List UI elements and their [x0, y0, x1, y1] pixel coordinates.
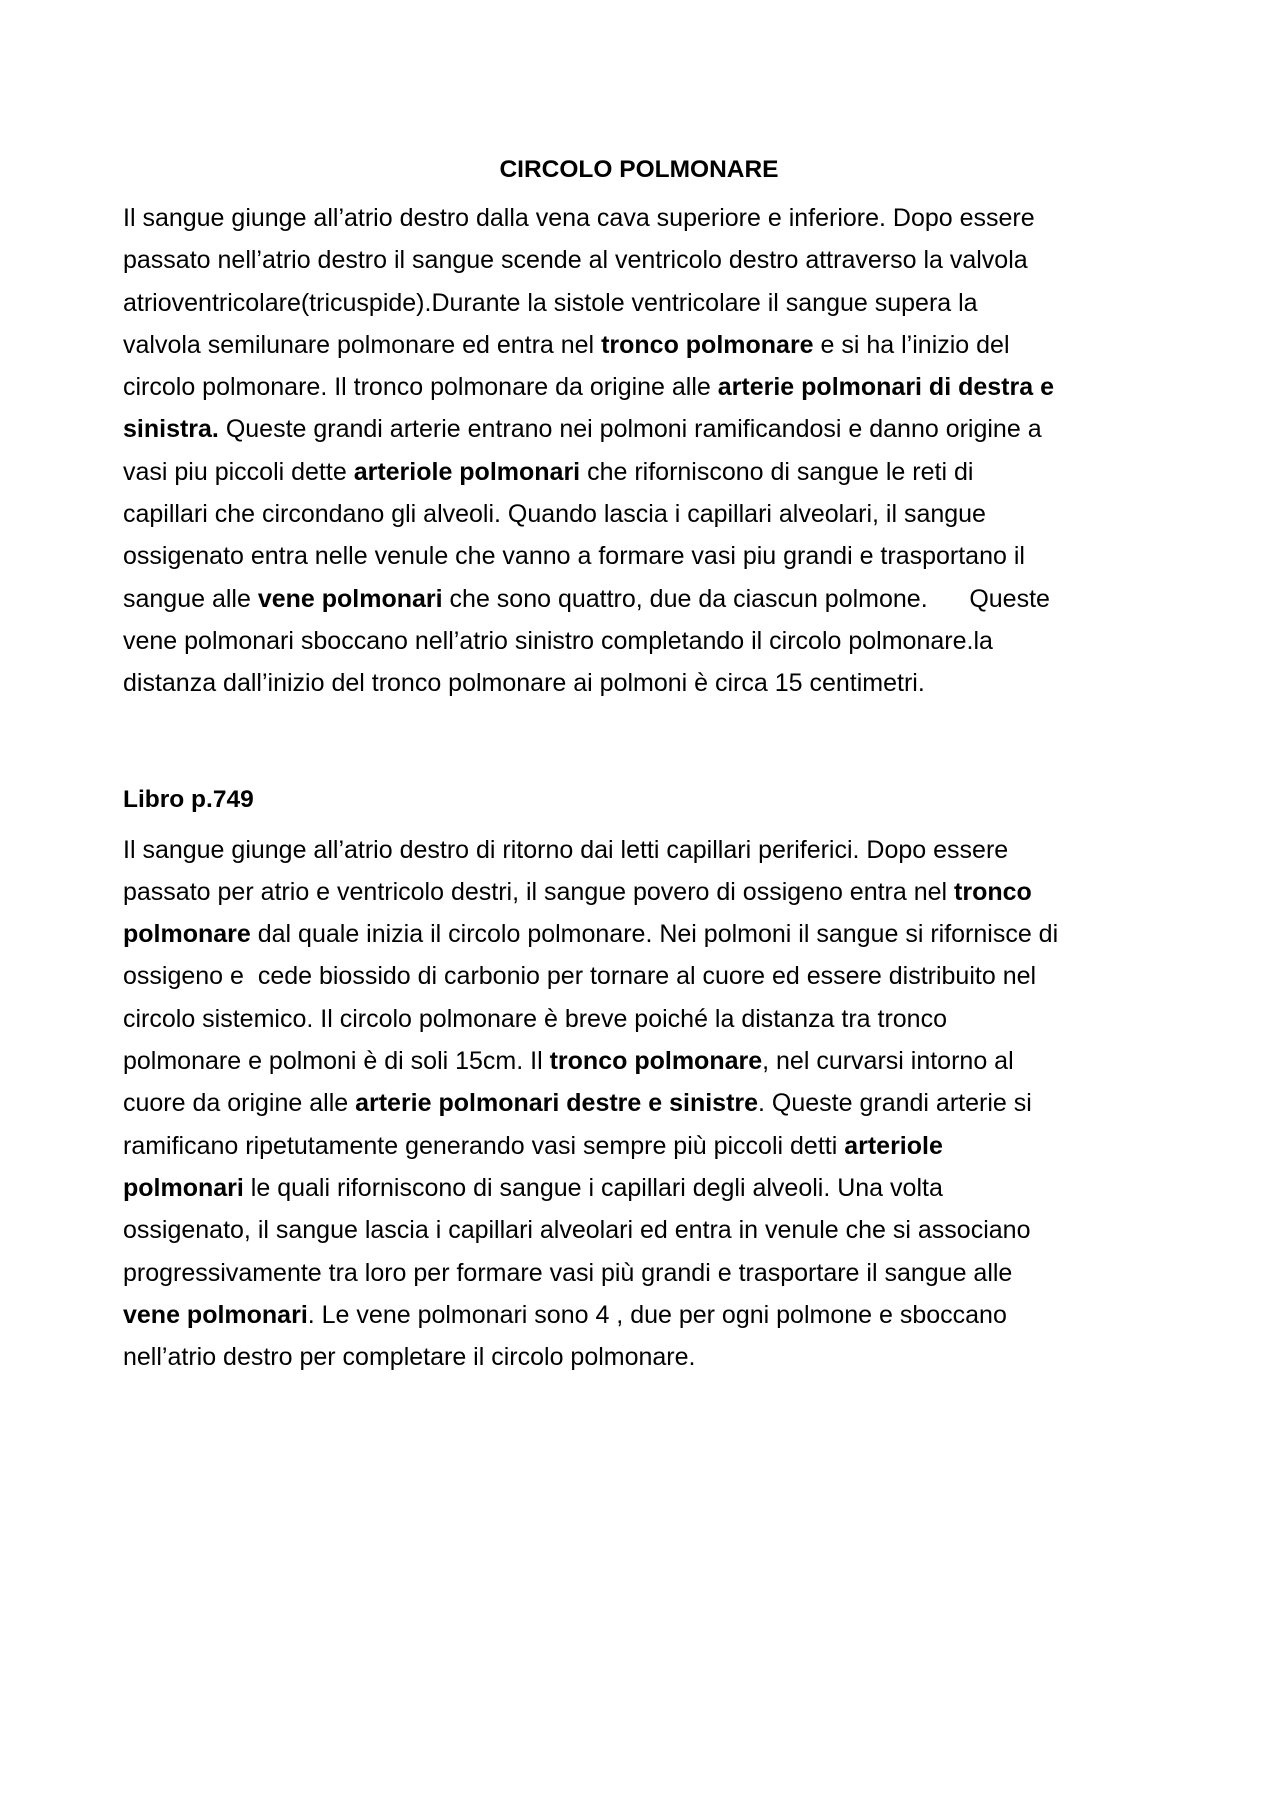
text-run: ossigenato, il sangue lascia i capillari alveolari ed entra in venule che si associano — [123, 1216, 1031, 1245]
text-line — [123, 366, 1163, 408]
paragraph-section-1 — [123, 197, 1163, 705]
text-line — [123, 829, 1163, 871]
text-line — [123, 1125, 1163, 1167]
text-run: cuore da origine alle — [123, 1089, 356, 1118]
bold-term: tronco polmonare — [549, 1047, 763, 1076]
text-run: atrioventricolare(tricuspide).Durante la sistole ventricolare il sangue supera la — [123, 288, 978, 317]
bold-term: arteriole — [844, 1131, 943, 1160]
text-run: , nel curvarsi intorno al — [762, 1047, 1014, 1076]
bold-term: sinistra. — [123, 415, 219, 444]
text-line — [123, 493, 1163, 535]
bold-term: arterie polmonari di destra e — [717, 373, 1054, 402]
text-line — [123, 1082, 1163, 1124]
document-page — [123, 155, 1163, 1378]
text-line — [123, 662, 1163, 704]
text-line — [123, 451, 1163, 493]
text-run: ossigeno e cede biossido di carbonio per tornare al cuore ed essere distribuito nel — [123, 962, 1037, 991]
bold-term: arteriole polmonari — [353, 457, 581, 486]
text-line — [123, 197, 1163, 239]
text-line — [123, 1167, 1163, 1209]
text-run: circolo sistemico. Il circolo polmonare è breve poiché la distanza tra tronco — [123, 1004, 947, 1033]
text-run: capillari che circondano gli alveoli. Quando lascia i capillari alveolari, il sangue — [123, 500, 986, 529]
text-run: ramificano ripetutamente generando vasi sempre più piccoli detti — [123, 1131, 845, 1160]
text-run: valvola semilunare polmonare ed entra nel — [123, 330, 602, 359]
text-run: che sono quattro, due da ciascun polmone. Queste — [442, 584, 1050, 613]
bold-term: vene polmonari — [257, 584, 443, 613]
bold-term: tronco polmonare — [601, 330, 814, 359]
text-line — [123, 955, 1163, 997]
text-line — [123, 1209, 1163, 1251]
text-line — [123, 913, 1163, 955]
text-run: le quali riforniscono di sangue i capillari degli alveoli. Una volta — [243, 1173, 943, 1202]
paragraph-section-2 — [123, 829, 1163, 1379]
text-run: Il sangue giunge all’atrio destro dalla vena cava superiore e inferiore. Dopo essere — [123, 204, 1035, 232]
text-run: Queste grandi arterie entrano nei polmoni ramificandosi e danno origine a — [218, 415, 1042, 444]
text-run: . Queste grandi arterie si — [758, 1089, 1032, 1118]
text-run: . Le vene polmonari sono 4 , due per ogni polmone e sboccano — [307, 1300, 1007, 1329]
text-line — [123, 998, 1163, 1040]
text-run: progressivamente tra loro per formare vasi più grandi e trasportare il sangue alle — [123, 1258, 1013, 1287]
text-run: distanza dall’inizio del tronco polmonare ai polmoni è circa 15 centimetri. — [123, 669, 925, 698]
text-line — [123, 408, 1163, 450]
text-line — [123, 324, 1163, 366]
text-run: passato nell’atrio destro il sangue scende al ventricolo destro attraverso la valvola — [123, 246, 1028, 275]
text-line — [123, 578, 1163, 620]
text-line — [123, 1252, 1163, 1294]
bold-term: vene polmonari — [123, 1300, 308, 1329]
text-line — [123, 282, 1163, 324]
bold-term: tronco — [954, 877, 1032, 906]
text-run: nell’atrio destro per completare il circolo polmonare. — [123, 1343, 696, 1372]
text-line — [123, 871, 1163, 913]
text-line — [123, 1294, 1163, 1336]
text-line — [123, 1336, 1163, 1378]
bold-term: polmonare — [123, 920, 251, 949]
subheading-libro: Libro p.749 — [123, 785, 254, 813]
text-run: sangue alle — [123, 584, 258, 613]
text-line — [123, 620, 1163, 662]
text-run: e si ha l’inizio del — [813, 330, 1010, 359]
text-run: vene polmonari sboccano nell’atrio sinistro completando il circolo polmonare.la — [123, 626, 993, 655]
bold-term: polmonari — [123, 1173, 244, 1202]
text-run: ossigenato entra nelle venule che vanno a formare vasi piu grandi e trasportano il — [123, 542, 1025, 571]
text-run: circolo polmonare. Il tronco polmonare da origine alle — [123, 373, 718, 402]
text-run: che riforniscono di sangue le reti di — [580, 457, 974, 486]
text-line — [123, 535, 1163, 577]
text-line — [123, 1040, 1163, 1082]
text-run: passato per atrio e ventricolo destri, il sangue povero di ossigeno entra nel — [123, 877, 955, 906]
text-line — [123, 239, 1163, 281]
text-run: Il sangue giunge all’atrio destro di ritorno dai letti capillari periferici. Dopo essere — [123, 835, 1009, 864]
text-run: dal quale inizia il circolo polmonare. Nei polmoni il sangue si rifornisce di — [250, 920, 1059, 949]
bold-term: arterie polmonari destre e sinistre — [355, 1089, 759, 1118]
text-run: vasi piu piccoli dette — [123, 457, 354, 486]
document-title: CIRCOLO POLMONARE — [499, 156, 779, 183]
text-run: polmonare e polmoni è di soli 15cm. Il — [123, 1047, 550, 1076]
